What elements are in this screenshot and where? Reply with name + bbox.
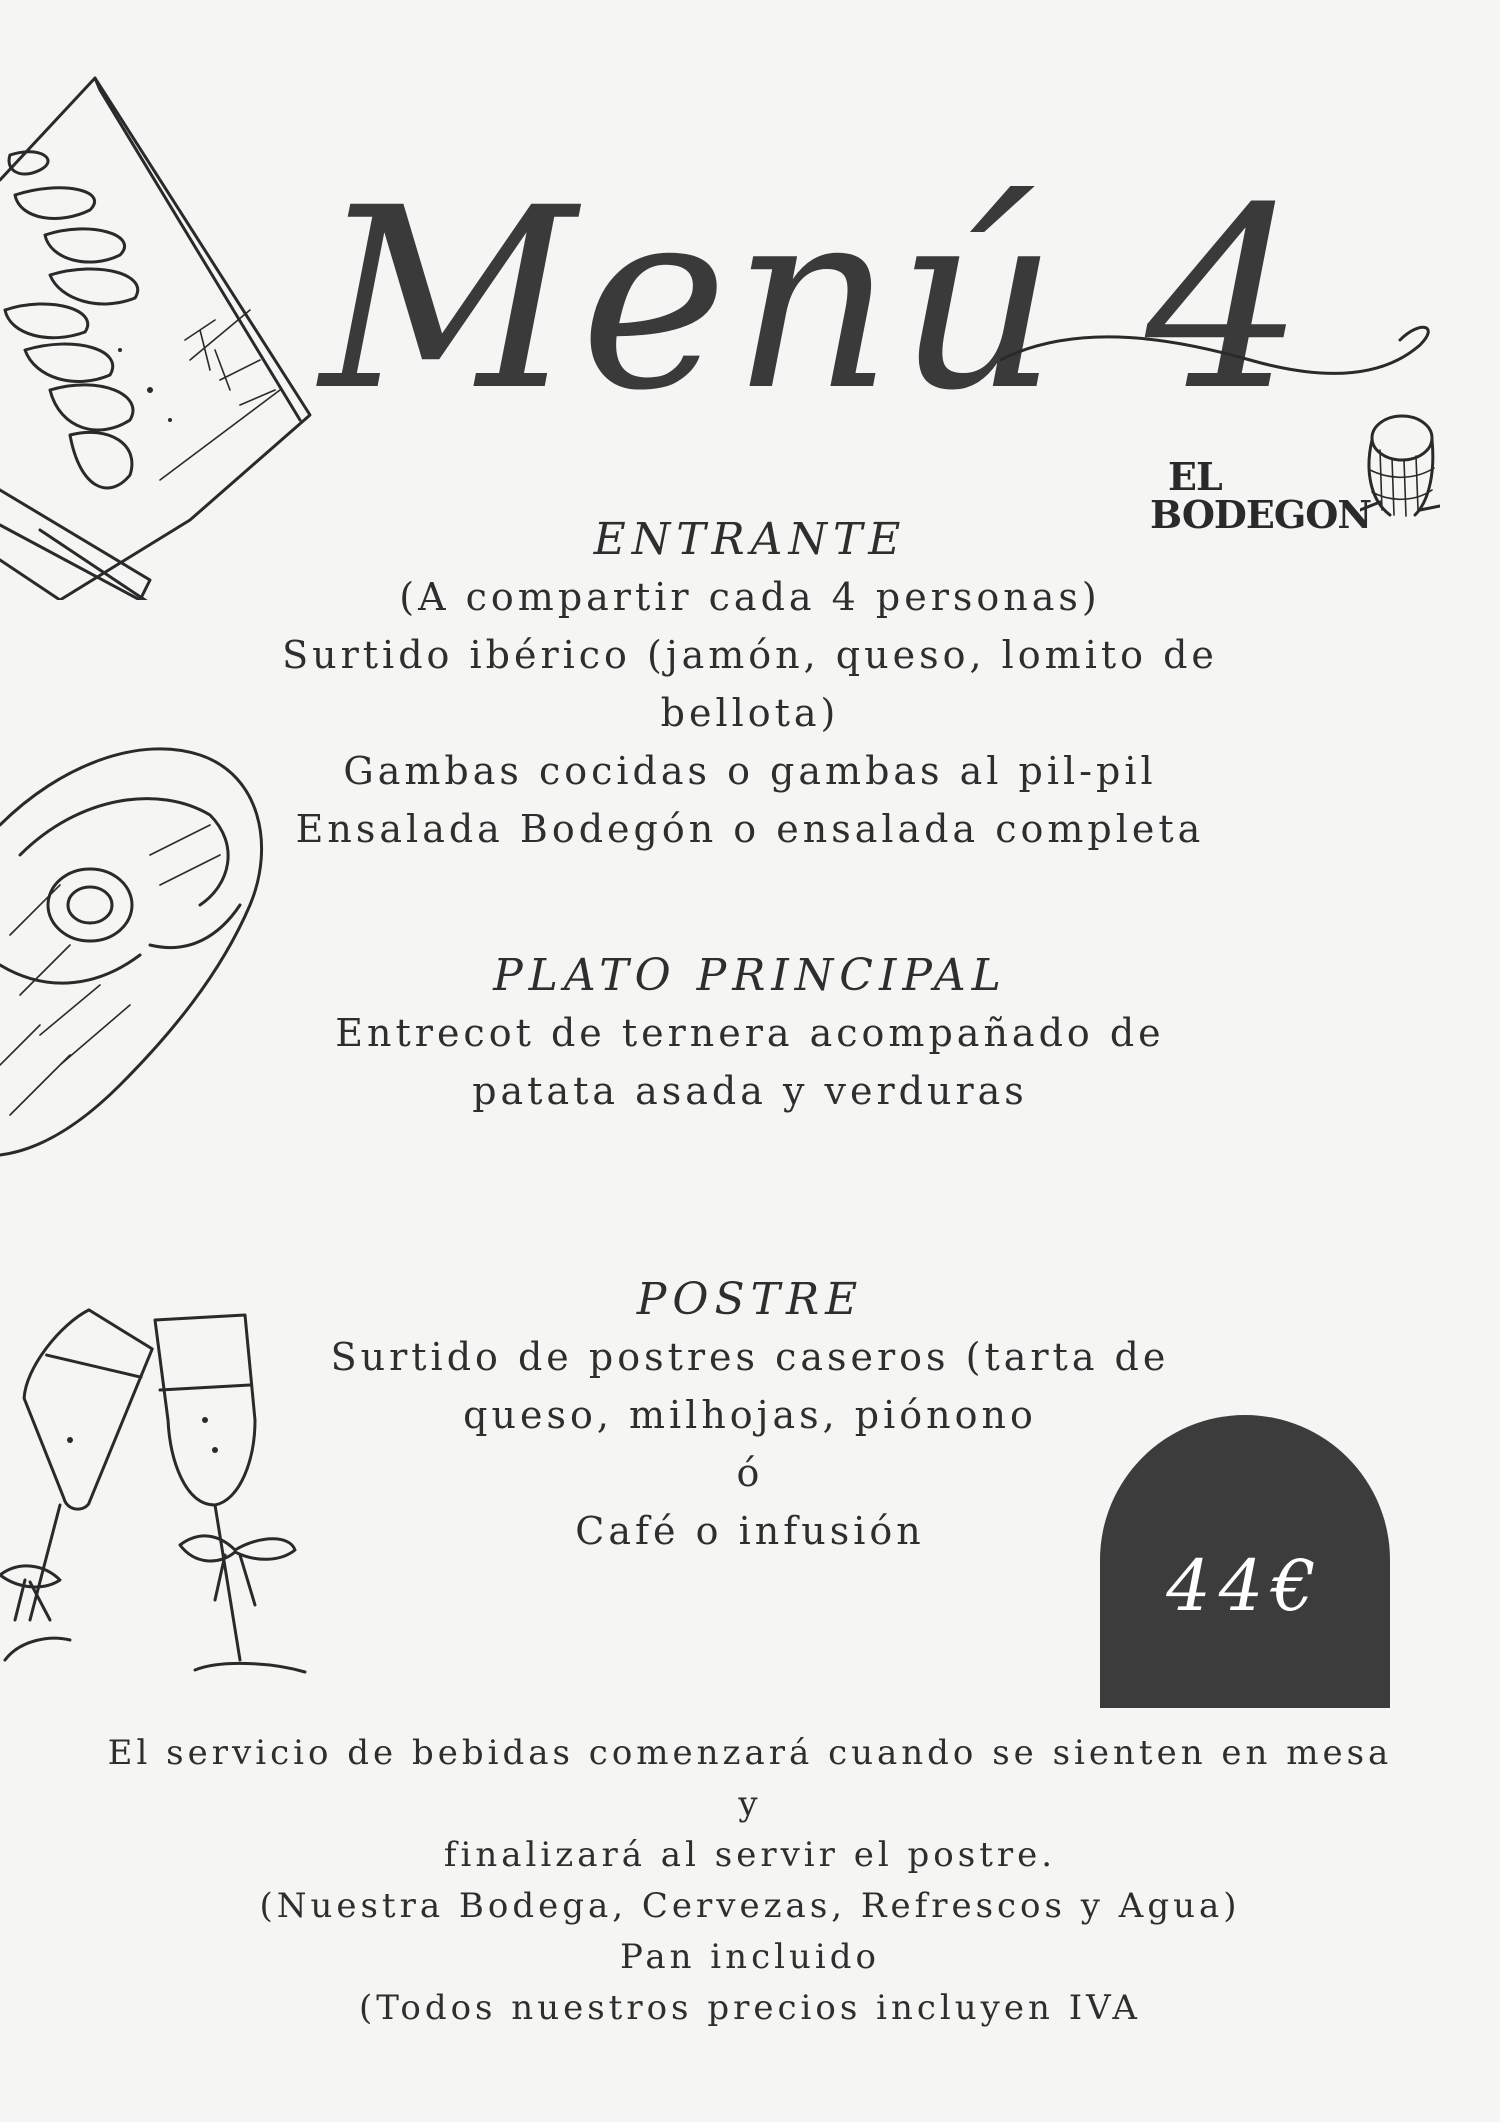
footer-line: (Todos nuestros precios incluyen IVA [359,1988,1141,2028]
section-heading-entrante: ENTRANTE [593,514,907,565]
postre-line: Café o infusión [575,1509,925,1553]
postre-line: Surtido de postres caseros (tarta de [330,1335,1170,1379]
footer-line: Pan incluido [619,1937,881,1977]
logo-line-1: EL [1168,454,1222,499]
section-plato-principal [200,948,1300,1120]
footer-notes [100,1728,1400,2034]
footer-line: El servicio de bebidas comenzará cuando se sienten en mesa y [107,1733,1393,1824]
section-entrante [200,512,1300,858]
price-value: 44€ [1166,1545,1324,1627]
section-heading-principal: PLATO PRINCIPAL [493,950,1007,1001]
entrante-line: (A compartir cada 4 personas) [399,575,1101,619]
logo-line-2: BODEGON [1150,492,1372,537]
title-swash [1000,300,1450,400]
barrel-icon [1360,410,1440,525]
principal-line: patata asada y verduras [472,1069,1028,1113]
entrante-line: Ensalada Bodegón o ensalada completa [295,807,1205,851]
entrante-line: Surtido ibérico (jamón, queso, lomito de bellota) [282,633,1218,735]
postre-line: queso, milhojas, piónono [463,1393,1037,1437]
footer-line: finalizará al servir el postre. [443,1835,1057,1875]
price-badge [1100,1415,1390,1708]
entrante-line: Gambas cocidas o gambas al pil-pil [343,749,1157,793]
postre-line: ó [736,1451,764,1495]
page-title: Menú 4 [320,154,1309,445]
section-heading-postre: POSTRE [636,1274,864,1325]
principal-line: Entrecot de ternera acompañado de [335,1011,1165,1055]
footer-line: (Nuestra Bodega, Cervezas, Refrescos y Agua) [259,1886,1241,1926]
